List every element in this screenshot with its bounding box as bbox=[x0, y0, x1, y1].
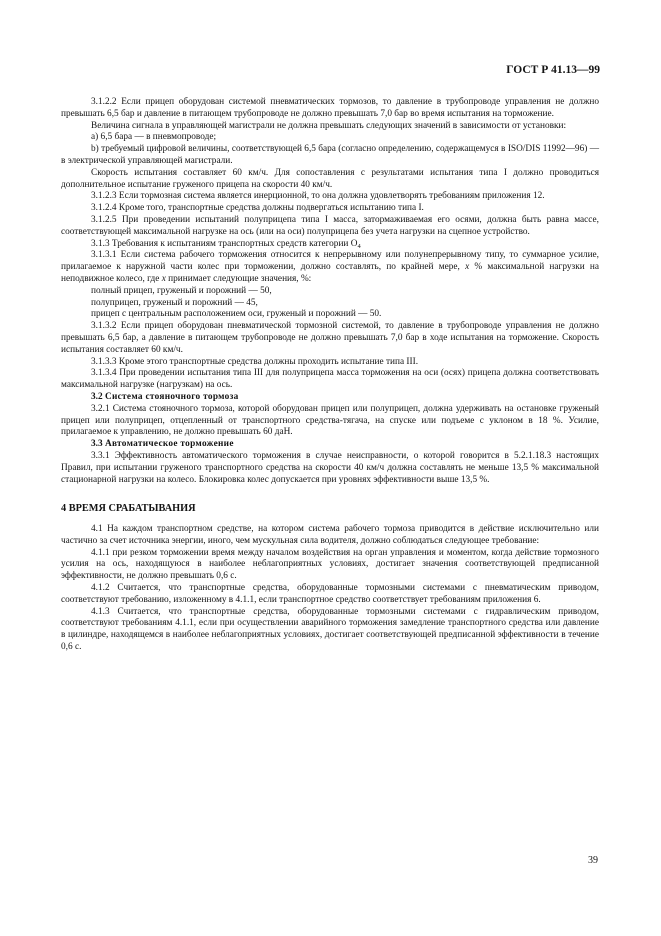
value-item: полуприцеп, груженый и порожний — 45, bbox=[91, 297, 258, 308]
paragraph-4-1-2: 4.1.2 Считается, что транспортные средства, оборудованные тормозными системами с пневматическим приводом, соответствуют требованию, изложенному в 4.1.1, если транспортное средство соответствует требованиям приложения 6. bbox=[61, 583, 599, 605]
paragraph-test-speed: Скорость испытания составляет 60 км/ч. Для сопоставления с результатами испытания типа I должно проводиться дополнительное испытание груженого прицепа на скорости 40 км/ч. bbox=[61, 167, 599, 190]
paragraph-4-1: 4.1 На каждом транспортном средстве, на котором система рабочего тормоза приводится в действие исключительно или частично за счет источника энергии, иного, чем мускульная сила водителя, должно соблюдаться следующее требование: bbox=[61, 524, 599, 546]
paragraph-4-1-3: 4.1.3 Считается, что транспортные средства, оборудованные тормозными системами с гидравлическим приводом, соответствуют требованиям 4.1.1, если при осуществлении аварийного торможения замедление транспортного средства или давление в цилиндре, находящемся в наиболее неблагоприятных условиях, достигает соответствующей предписанной эффективности в течение 0,6 с. bbox=[61, 606, 599, 653]
paragraph-3-1-3-2: 3.1.3.2 Если прицеп оборудован пневматической тормозной системой, то давление в трубопроводе управления не должно превышать 6,5 бар, а давление в питающем трубопроводе не должно превышать 7,0 бар в ходе испытания на торможение. Скорость испытания составляет 60 км/ч. bbox=[61, 321, 599, 355]
document-code: ГОСТ Р 41.13—99 bbox=[506, 64, 600, 76]
subsection-3-3-heading: 3.3 Автоматическое торможение bbox=[91, 439, 234, 450]
paragraph-3-1-3-4: 3.1.3.4 При проведении испытания типа III для полуприцепа масса торможения на оси (осях) прицепа должна соответствовать максимальной нагрузке (нагрузкам) на ось. bbox=[61, 368, 599, 391]
paragraph-3-1-2-2: 3.1.2.2 Если прицеп оборудован системой пневматических тормозов, то давление в трубопроводе управления не должно превышать 6,5 бар и давление в питающем трубопроводе не должно превышать 7,0 бар во время испытания на торможение. bbox=[61, 97, 599, 119]
paragraph-4-1-1: 4.1.1 при резком торможении время между началом воздействия на орган управления и моментом, когда действие тормозного усилия на ось, находящуюся в наиболее неблагоприятных условиях, достигает значения соответствующей предписанной эффективности, не должно превышать 0,6 с. bbox=[61, 547, 599, 582]
paragraph-3-2-1: 3.2.1 Система стояночного тормоза, которой оборудован прицеп или полуприцеп, должна удерживать на остановке груженый прицеп или полуприцеп, отцепленный от транспортного средства-тягача, на спуске или подъеме с уклоном в 18 %. Усилие, прилагаемое к управлению, не должно превышать 60 даН. bbox=[61, 403, 599, 438]
paragraph-3-1-2-3: 3.1.2.3 Если тормозная система является инерционной, то она должна удовлетворять требованиям приложения 12. bbox=[91, 191, 545, 202]
paragraph-3-1-3-1: 3.1.3.1 Если система рабочего торможения относится к непрерывному или полунепрерывному типу, то суммарное усилие, прилагаемое к наружной части колес при торможении, должно составлять, по крайней мере, x % максимальной нагрузки на неподвижное колесо, где x принимает следующие значения, %: bbox=[61, 250, 599, 284]
variable-x: x bbox=[161, 273, 166, 284]
value-item: полный прицеп, груженый и порожний — 50, bbox=[91, 285, 272, 296]
list-item-a: a) 6,5 бара — в пневмопроводе; bbox=[91, 132, 217, 143]
paragraph-3-1-2-5: 3.1.2.5 При проведении испытаний полуприцепа типа I масса, затормаживаемая его осями, должна быть равна массе, соответствующей максимальной нагрузке на ось (или на оси) полуприцепа без учета нагрузки на сцепное устройство. bbox=[61, 214, 599, 237]
variable-x: x bbox=[465, 262, 470, 273]
page-number: 39 bbox=[588, 855, 598, 866]
document-body bbox=[61, 97, 599, 654]
paragraph-3-1-2-4: 3.1.2.4 Кроме того, транспортные средства должны подвергаться испытанию типа I. bbox=[91, 203, 424, 214]
paragraph-3-1-3 bbox=[61, 239, 599, 251]
paragraph-signal-limits: Величина сигнала в управляющей магистрали не должна превышать следующих значений в зависимости от установки: bbox=[91, 120, 567, 131]
subsection-3-2-heading: 3.2 Система стояночного тормоза bbox=[91, 391, 239, 402]
paragraph-3-1-3-3: 3.1.3.3 Кроме этого транспортные средства должны проходить испытание типа III. bbox=[91, 356, 419, 367]
section-4-heading: 4 ВРЕМЯ СРАБАТЫВАНИЯ bbox=[61, 503, 196, 515]
list-item-b: b) требуемый цифровой величины, соответствующей 6,5 бара (согласно определению, содержащемуся в ISO/DIS 11992—96) — в электрической управляющей магистрали. bbox=[61, 144, 599, 166]
category-subscript: 4 bbox=[357, 242, 361, 250]
paragraph-3-1-3-text: 3.1.3 Требования к испытаниям транспортных средств категории O bbox=[91, 238, 358, 249]
value-item: прицеп с центральным расположением оси, груженый и порожний — 50. bbox=[91, 309, 382, 320]
paragraph-3-3-1: 3.3.1 Эффективность автоматического торможения в случае неисправности, о которой говорится в 5.2.1.18.3 настоящих Правил, при испытании груженого транспортного средства на скорости 40 км/ч должна составлять не меньше 13,5 % максимальной стационарной нагрузки на колесо. Блокировка колес допускается при уровнях эффективности выше 13,5 %. bbox=[61, 450, 599, 485]
